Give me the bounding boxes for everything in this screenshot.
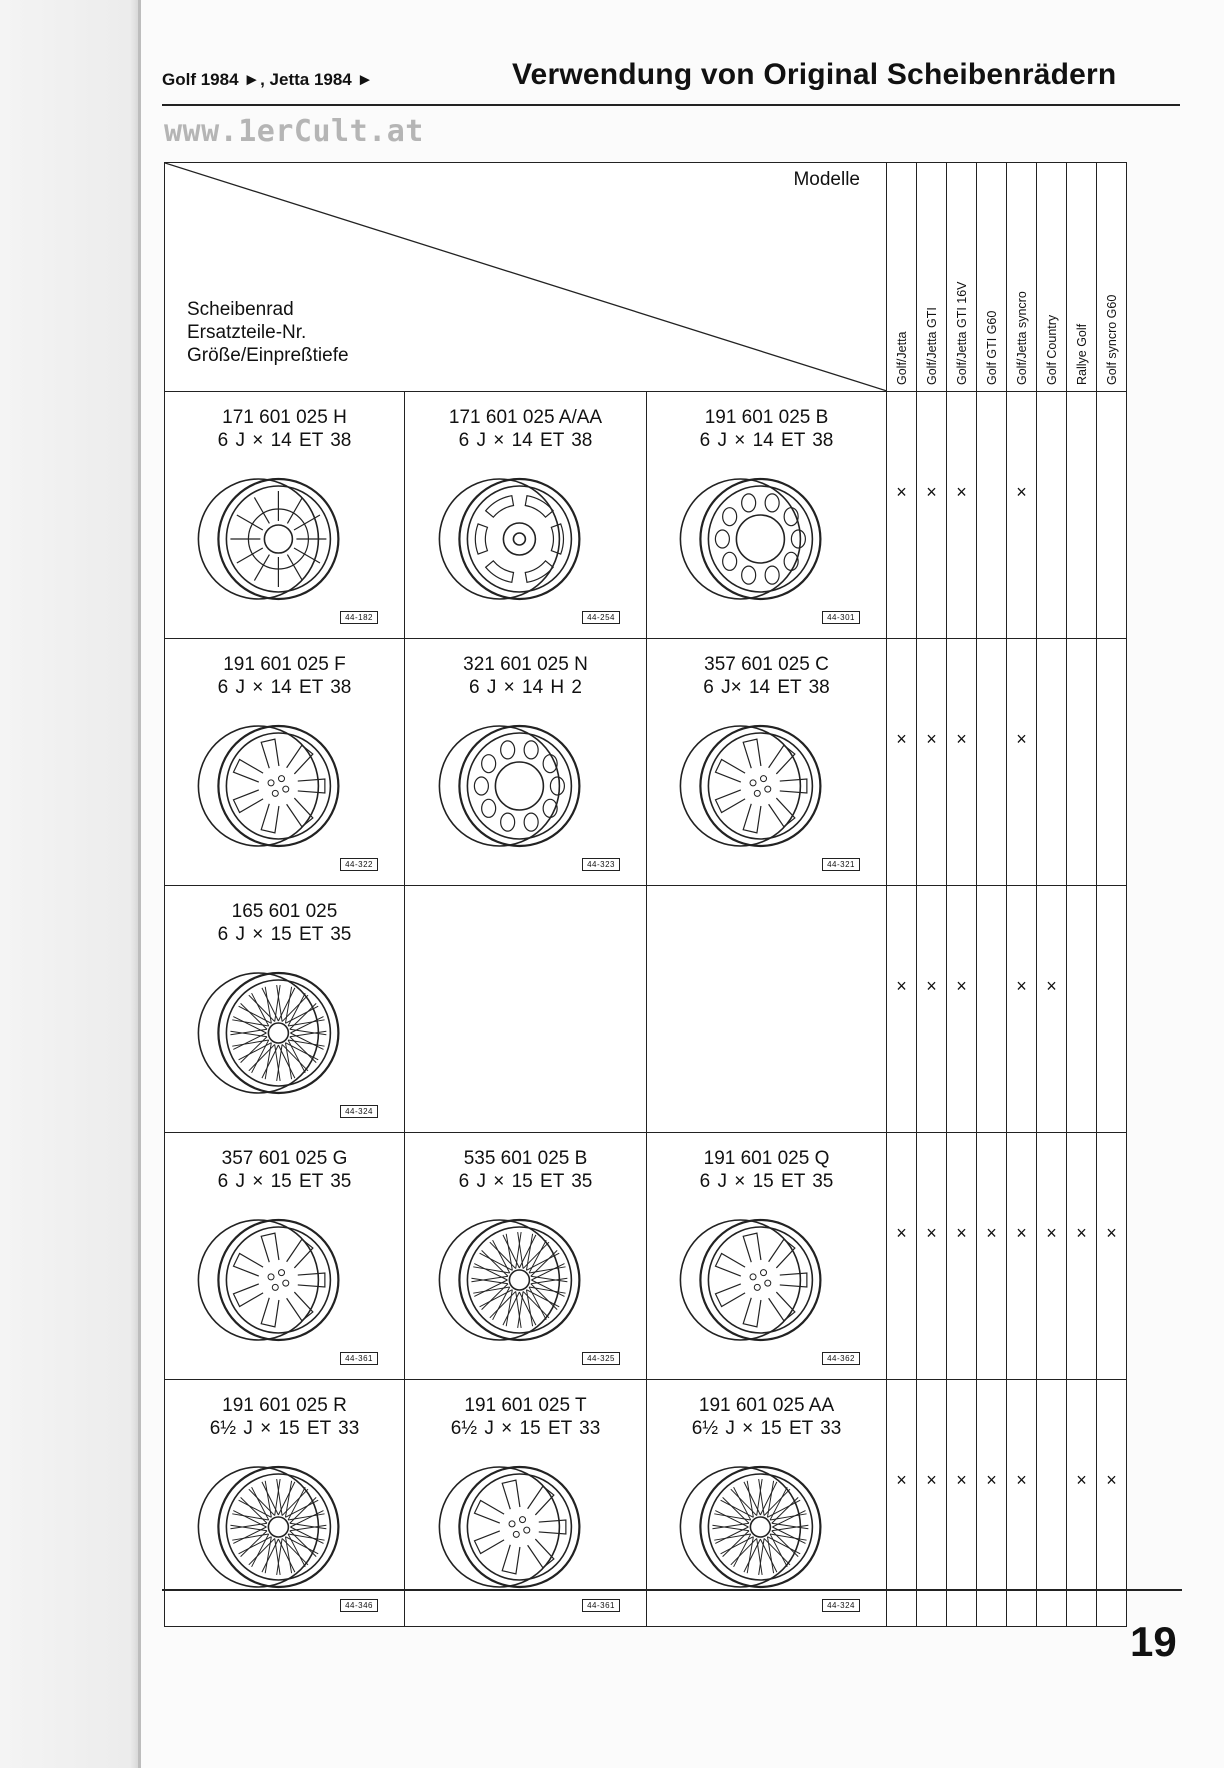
model-compat-cell bbox=[1037, 639, 1067, 886]
corner-cell bbox=[165, 163, 887, 392]
compatible-mark: × bbox=[956, 729, 967, 749]
part-number: 191 601 025 R bbox=[222, 1395, 347, 1416]
model-header bbox=[1097, 163, 1127, 392]
model-compat-cell bbox=[1037, 1133, 1067, 1380]
compatible-mark: × bbox=[956, 1470, 967, 1490]
model-name: Golf/Jetta syncro bbox=[1014, 291, 1029, 385]
model-compat-cell bbox=[1007, 639, 1037, 886]
figure-reference: 44-361 bbox=[340, 1352, 378, 1365]
model-compat-cell bbox=[1067, 639, 1097, 886]
model-name: Golf/Jetta bbox=[894, 331, 909, 385]
watermark: www.1erCult.at bbox=[164, 114, 424, 149]
wheel-row bbox=[165, 639, 1127, 886]
model-compat-cell bbox=[947, 1133, 977, 1380]
wheel-size: 6 J × 14 H 2 bbox=[469, 677, 582, 698]
wheel-size: 6 J × 15 ET 35 bbox=[217, 1171, 352, 1192]
wheel-drawing-steel-slots bbox=[427, 474, 597, 604]
wheel-cell bbox=[165, 886, 405, 1133]
compatible-mark: × bbox=[896, 1223, 907, 1243]
model-compat-cell bbox=[1067, 886, 1097, 1133]
model-header bbox=[947, 163, 977, 392]
part-number: 535 601 025 B bbox=[463, 1148, 588, 1169]
model-compat-cell bbox=[1007, 392, 1037, 639]
model-compat-cell bbox=[917, 639, 947, 886]
wheel-drawing-star-spoke bbox=[668, 1215, 838, 1345]
model-compat-cell bbox=[1097, 639, 1127, 886]
compatible-mark: × bbox=[1016, 482, 1027, 502]
wheel-size: 6 J × 14 ET 38 bbox=[699, 430, 834, 451]
wheel-row bbox=[165, 1133, 1127, 1380]
compatible-mark: × bbox=[1046, 976, 1057, 996]
wheel-row bbox=[165, 392, 1127, 639]
part-number: 165 601 025 bbox=[231, 901, 338, 922]
size-offset-label: Größe/Einpreßtiefe bbox=[187, 345, 349, 366]
compatible-mark: × bbox=[1076, 1470, 1087, 1490]
wheel-drawing-mesh bbox=[668, 1462, 838, 1592]
model-name: Golf/Jetta GTI bbox=[924, 307, 939, 385]
compatible-mark: × bbox=[896, 729, 907, 749]
wheel-size: 6½ J × 15 ET 33 bbox=[450, 1418, 601, 1439]
part-number: 191 601 025 T bbox=[464, 1395, 587, 1416]
figure-reference: 44-346 bbox=[340, 1599, 378, 1612]
model-compat-cell bbox=[977, 886, 1007, 1133]
wheel-size: 6 J × 14 ET 38 bbox=[217, 677, 352, 698]
wheel-label: Scheibenrad bbox=[187, 299, 294, 320]
model-compat-cell bbox=[1037, 392, 1067, 639]
wheel-size: 6 J × 15 ET 35 bbox=[217, 924, 352, 945]
part-number: 191 601 025 B bbox=[704, 407, 829, 428]
compatible-mark: × bbox=[956, 482, 967, 502]
empty-cell bbox=[647, 886, 887, 1133]
wheel-drawing-multi-slot bbox=[186, 474, 356, 604]
compatible-mark: × bbox=[896, 482, 907, 502]
wheel-cell bbox=[165, 1133, 405, 1380]
wheel-size: 6 J × 15 ET 35 bbox=[458, 1171, 593, 1192]
model-name: Rallye Golf bbox=[1074, 323, 1089, 385]
wheel-cell bbox=[165, 392, 405, 639]
page-binding-shadow bbox=[0, 0, 140, 1768]
model-header bbox=[917, 163, 947, 392]
model-compat-cell bbox=[1097, 392, 1127, 639]
wheel-cell bbox=[405, 1133, 647, 1380]
part-number: 321 601 025 N bbox=[463, 654, 588, 675]
figure-reference: 44-322 bbox=[340, 858, 378, 871]
compatible-mark: × bbox=[986, 1470, 997, 1490]
compatible-mark: × bbox=[1016, 1470, 1027, 1490]
figure-reference: 44-323 bbox=[582, 858, 620, 871]
compatible-mark: × bbox=[956, 1223, 967, 1243]
header-row bbox=[165, 163, 1127, 392]
compatible-mark: × bbox=[1106, 1223, 1117, 1243]
figure-reference: 44-301 bbox=[822, 611, 860, 624]
wheel-cell bbox=[647, 1133, 887, 1380]
figure-reference: 44-325 bbox=[582, 1352, 620, 1365]
wheel-drawing-star-spoke bbox=[186, 1215, 356, 1345]
model-header bbox=[977, 163, 1007, 392]
wheel-size: 6 J × 15 ET 35 bbox=[699, 1171, 834, 1192]
model-compat-cell bbox=[917, 392, 947, 639]
figure-reference: 44-324 bbox=[822, 1599, 860, 1612]
header-rule bbox=[162, 104, 1180, 106]
model-compat-cell bbox=[977, 639, 1007, 886]
figure-reference: 44-361 bbox=[582, 1599, 620, 1612]
model-compat-cell bbox=[1007, 1133, 1037, 1380]
wheel-cell bbox=[647, 639, 887, 886]
wheel-size: 6 J × 14 ET 38 bbox=[217, 430, 352, 451]
model-compat-cell bbox=[917, 886, 947, 1133]
figure-reference: 44-324 bbox=[340, 1105, 378, 1118]
model-compat-cell bbox=[947, 392, 977, 639]
wheel-drawing-mesh bbox=[186, 968, 356, 1098]
part-number: 357 601 025 C bbox=[704, 654, 829, 675]
wheel-drawing-oval-holes bbox=[427, 721, 597, 851]
wheel-labels bbox=[187, 298, 349, 367]
wheel-size: 6½ J × 15 ET 33 bbox=[209, 1418, 360, 1439]
wheel-usage-table bbox=[164, 162, 1127, 1627]
model-name: Golf syncro G60 bbox=[1104, 294, 1119, 385]
compatible-mark: × bbox=[1016, 729, 1027, 749]
compatible-mark: × bbox=[896, 1470, 907, 1490]
wheel-drawing-star-spoke bbox=[668, 721, 838, 851]
compatible-mark: × bbox=[926, 482, 937, 502]
model-compat-cell bbox=[887, 392, 917, 639]
model-compat-cell bbox=[887, 1133, 917, 1380]
empty-cell bbox=[405, 886, 647, 1133]
model-compat-cell bbox=[977, 1133, 1007, 1380]
figure-reference: 44-254 bbox=[582, 611, 620, 624]
compatible-mark: × bbox=[1016, 976, 1027, 996]
model-name: Golf Country bbox=[1044, 314, 1059, 385]
models-label: Modelle bbox=[793, 169, 860, 190]
page-title: Verwendung von Original Scheibenrädern bbox=[512, 58, 1117, 91]
part-number: 191 601 025 Q bbox=[703, 1148, 830, 1169]
footer-rule bbox=[162, 1589, 1182, 1591]
compatible-mark: × bbox=[926, 729, 937, 749]
model-compat-cell bbox=[1007, 886, 1037, 1133]
wheel-size: 6½ J × 15 ET 33 bbox=[691, 1418, 842, 1439]
page-binding-edge bbox=[138, 0, 141, 1768]
compatible-mark: × bbox=[926, 976, 937, 996]
model-header bbox=[1067, 163, 1097, 392]
wheel-drawing-round-holes bbox=[668, 474, 838, 604]
wheel-cell bbox=[405, 392, 647, 639]
model-compat-cell bbox=[1037, 886, 1067, 1133]
figure-reference: 44-182 bbox=[340, 611, 378, 624]
part-number-label: Ersatzteile-Nr. bbox=[187, 322, 307, 343]
compatible-mark: × bbox=[1076, 1223, 1087, 1243]
figure-reference: 44-362 bbox=[822, 1352, 860, 1365]
compatible-mark: × bbox=[1016, 1223, 1027, 1243]
figure-reference: 44-321 bbox=[822, 858, 860, 871]
model-compat-cell bbox=[977, 392, 1007, 639]
model-header bbox=[1007, 163, 1037, 392]
page-number: 19 bbox=[1130, 1618, 1177, 1665]
part-number: 191 601 025 F bbox=[223, 654, 346, 675]
compatible-mark: × bbox=[1046, 1223, 1057, 1243]
model-compat-cell bbox=[947, 886, 977, 1133]
wheel-size: 6 J × 14 ET 38 bbox=[458, 430, 593, 451]
compatible-mark: × bbox=[956, 976, 967, 996]
wheel-drawing-star-spoke bbox=[186, 721, 356, 851]
wheel-cell bbox=[405, 639, 647, 886]
part-number: 191 601 025 AA bbox=[698, 1395, 835, 1416]
compatible-mark: × bbox=[896, 976, 907, 996]
header-models-range: Golf 1984 ►, Jetta 1984 ► bbox=[162, 70, 374, 89]
part-number: 171 601 025 H bbox=[222, 407, 347, 428]
model-compat-cell bbox=[887, 886, 917, 1133]
compatible-mark: × bbox=[926, 1470, 937, 1490]
compatible-mark: × bbox=[986, 1223, 997, 1243]
model-header bbox=[887, 163, 917, 392]
part-number: 357 601 025 G bbox=[221, 1148, 348, 1169]
model-compat-cell bbox=[917, 1133, 947, 1380]
wheel-drawing-mesh bbox=[427, 1215, 597, 1345]
wheel-cell bbox=[647, 392, 887, 639]
model-compat-cell bbox=[1067, 392, 1097, 639]
wheel-drawing-star-spoke bbox=[427, 1462, 597, 1592]
model-compat-cell bbox=[947, 639, 977, 886]
compatible-mark: × bbox=[1106, 1470, 1117, 1490]
wheel-row bbox=[165, 886, 1127, 1133]
wheel-drawing-mesh bbox=[186, 1462, 356, 1592]
model-compat-cell bbox=[1097, 1133, 1127, 1380]
model-compat-cell bbox=[887, 639, 917, 886]
wheel-size: 6 J× 14 ET 38 bbox=[703, 677, 830, 698]
model-header bbox=[1037, 163, 1067, 392]
model-compat-cell bbox=[1067, 1133, 1097, 1380]
part-number: 171 601 025 A/AA bbox=[448, 407, 603, 428]
wheel-cell bbox=[165, 639, 405, 886]
model-compat-cell bbox=[1097, 886, 1127, 1133]
model-name: Golf/Jetta GTI 16V bbox=[954, 281, 969, 385]
compatible-mark: × bbox=[926, 1223, 937, 1243]
model-name: Golf GTI G60 bbox=[984, 310, 999, 385]
